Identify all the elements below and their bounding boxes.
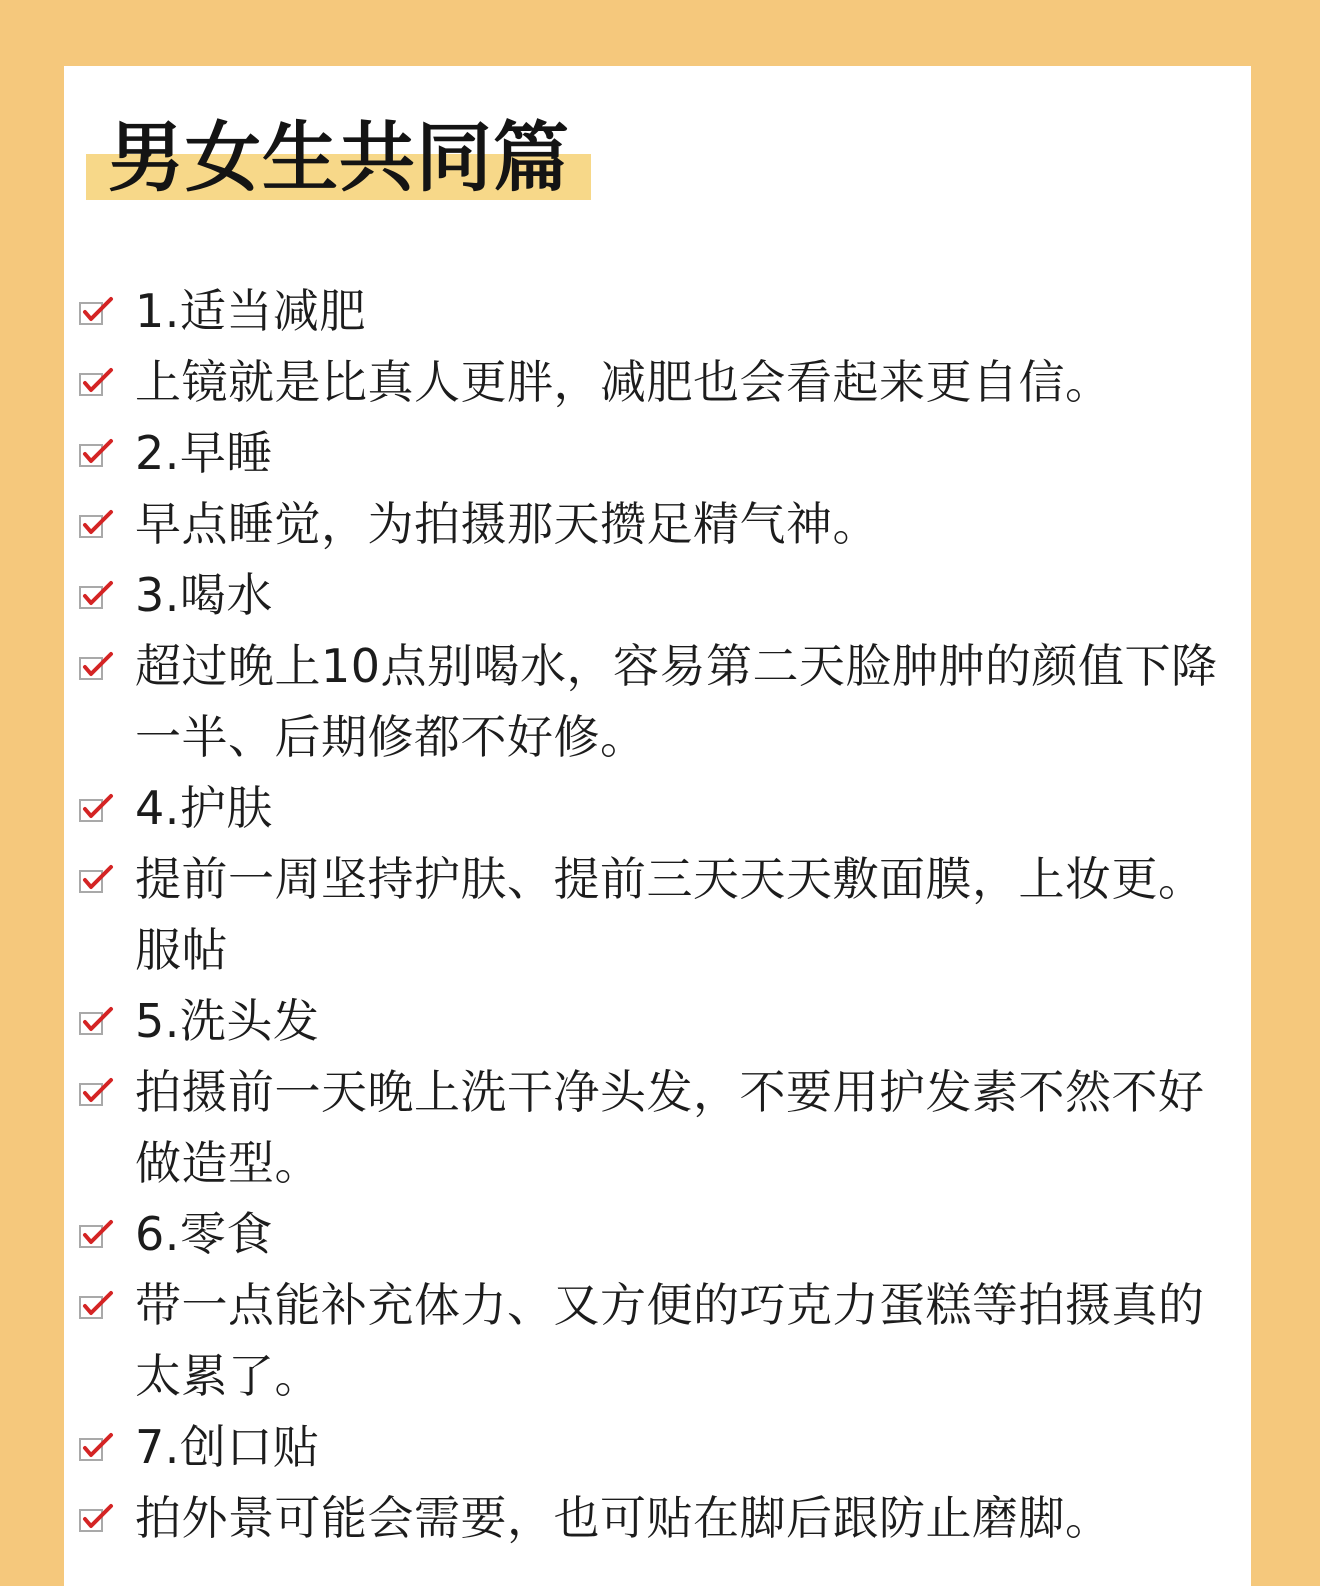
list-item	[78, 1270, 1238, 1412]
item-text: 5.洗头发	[135, 994, 320, 1048]
checkbox-checked-icon	[78, 366, 116, 398]
list-item	[78, 1199, 1238, 1270]
item-text: 上镜就是比真人更胖，减肥也会看起来更自信。	[135, 355, 1112, 409]
item-text: 拍摄前一天晚上洗干净头发，不要用护发素不然不好做造型。	[135, 1065, 1205, 1190]
item-text: 1.适当减肥	[135, 284, 366, 338]
item-text: 超过晚上10点别喝水，容易第二天脸肿肿的颜值下降一半、后期修都不好修。	[135, 639, 1218, 764]
checkbox-checked-icon	[78, 579, 116, 611]
list-item	[78, 560, 1238, 631]
checkbox-checked-icon	[78, 1005, 116, 1037]
checkbox-checked-icon	[78, 508, 116, 540]
checkbox-checked-icon	[78, 1289, 116, 1321]
item-text: 2.早睡	[135, 426, 273, 480]
list-item	[78, 631, 1238, 773]
list-item	[78, 1057, 1238, 1199]
item-text: 6.零食	[135, 1207, 273, 1261]
item-text: 拍外景可能会需要，也可贴在脚后跟防止磨脚。	[135, 1491, 1112, 1545]
list-item	[78, 1483, 1238, 1554]
list-item	[78, 844, 1238, 986]
checkbox-checked-icon	[78, 1502, 116, 1534]
checkbox-checked-icon	[78, 295, 116, 327]
item-text: 3.喝水	[135, 568, 273, 622]
page-title: 男女生共同篇	[108, 113, 570, 202]
checkbox-checked-icon	[78, 1218, 116, 1250]
list-item	[78, 347, 1238, 418]
content-card	[64, 66, 1251, 1586]
list-item	[78, 489, 1238, 560]
tips-list	[78, 276, 1238, 1554]
checkbox-checked-icon	[78, 437, 116, 469]
item-text: 早点睡觉，为拍摄那天攒足精气神。	[135, 497, 879, 551]
list-item	[78, 773, 1238, 844]
list-item	[78, 1412, 1238, 1483]
list-item	[78, 418, 1238, 489]
checkbox-checked-icon	[78, 1076, 116, 1108]
checkbox-checked-icon	[78, 863, 116, 895]
checkbox-checked-icon	[78, 792, 116, 824]
list-item	[78, 276, 1238, 347]
item-text: 带一点能补充体力、又方便的巧克力蛋糕等拍摄真的太累了。	[135, 1278, 1205, 1403]
checkbox-checked-icon	[78, 650, 116, 682]
item-text: 7.创口贴	[135, 1420, 320, 1474]
list-item	[78, 986, 1238, 1057]
checkbox-checked-icon	[78, 1431, 116, 1463]
item-text: 4.护肤	[135, 781, 273, 835]
item-text: 提前一周坚持护肤、提前三天天天敷面膜，上妆更。服帖	[135, 852, 1205, 977]
